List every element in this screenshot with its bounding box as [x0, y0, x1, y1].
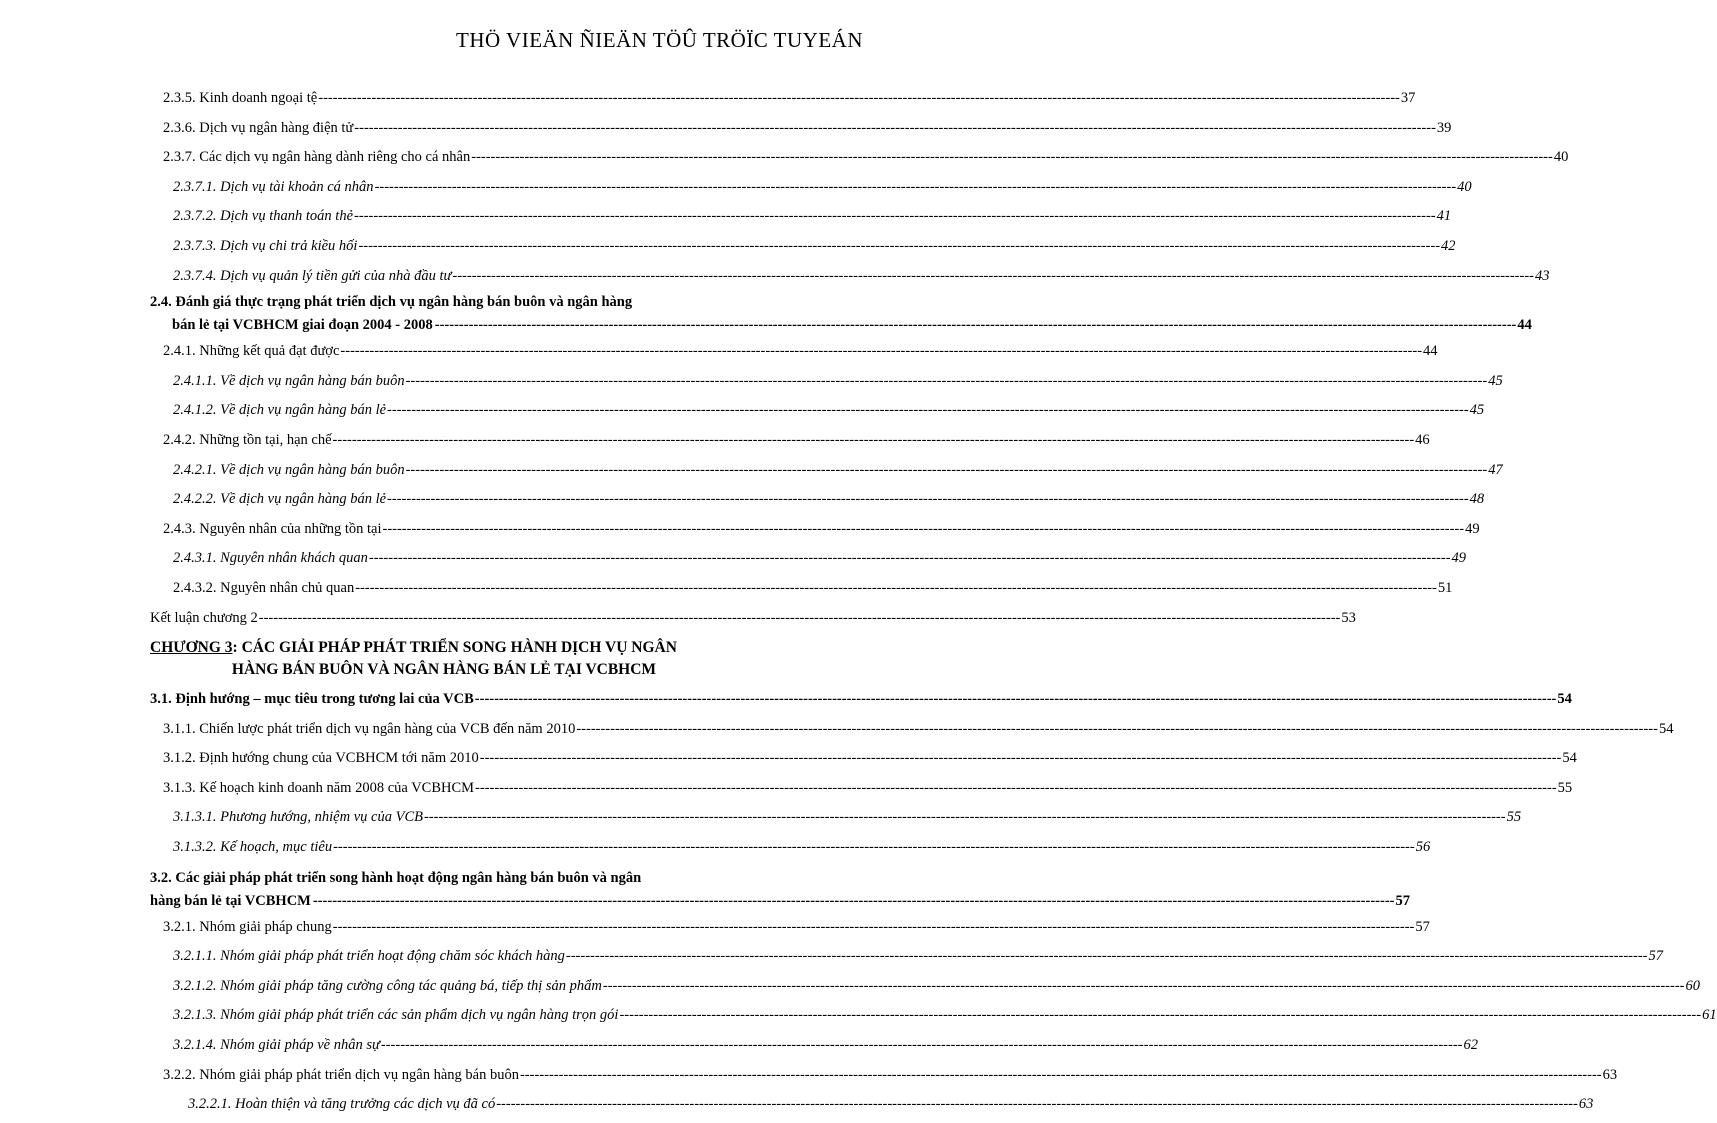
toc-entry-2-3-6[interactable]	[150, 114, 1452, 144]
toc-leader	[332, 913, 1415, 943]
toc-page: 63	[1602, 1066, 1618, 1083]
toc-entry-2-3-7-2[interactable]	[150, 202, 1452, 232]
toc-page: 54	[1658, 720, 1674, 737]
toc-leader	[353, 114, 1436, 144]
toc-label: 3.1.3.1. Phương hướng, nhiệm vụ của VCB	[173, 809, 423, 826]
toc-page: 45	[1488, 372, 1503, 389]
toc-label: 2.4.3.2. Nguyên nhân chủ quan	[173, 579, 355, 596]
toc-entry-2-4-2[interactable]	[150, 426, 1430, 456]
toc-page: 48	[1469, 491, 1485, 508]
toc-section-3-2[interactable]	[150, 867, 1410, 913]
toc-label: 2.4.1.1. Về dịch vụ ngân hàng bán buôn	[173, 372, 405, 389]
toc-label: 3.1.3.2. Kế hoạch, mục tiêu	[173, 839, 333, 856]
toc-leader	[386, 396, 1469, 426]
chapter-title: : CÁC GIẢI PHÁP PHÁT TRIỂN SONG HÀNH DỊCH VỤ NGÂN	[232, 639, 677, 657]
toc-label: 2.3.7.2. Dịch vụ thanh toán thẻ	[173, 208, 354, 225]
toc-leader	[470, 143, 1553, 173]
toc-leader	[258, 604, 1341, 634]
toc-page: 43	[1535, 267, 1550, 284]
toc-page: 57	[1395, 892, 1410, 909]
toc-entry-2-4-1[interactable]	[150, 337, 1438, 367]
toc-page: 49	[1451, 550, 1467, 567]
toc-entry-2-4-2-2[interactable]	[150, 485, 1485, 515]
toc-leader	[386, 485, 1469, 515]
toc-page: 56	[1415, 839, 1431, 856]
toc-page: 49	[1465, 520, 1480, 537]
toc-entry-2-3-5[interactable]	[150, 84, 1416, 114]
toc-leader	[474, 774, 1557, 804]
toc-entry-2-3-7[interactable]	[150, 143, 1569, 173]
toc-page: 45	[1469, 402, 1485, 419]
toc-label: 2.3.7. Các dịch vụ ngân hàng dành riêng cho cá nhân	[163, 149, 471, 166]
toc-leader	[575, 715, 1658, 745]
toc-page: 62	[1463, 1037, 1478, 1054]
toc-entry-2-4-2-1[interactable]	[150, 456, 1503, 486]
page-header: THÖ VIEÄN ÑIEÄN TÖÛ TRÖÏC TUYEÁN	[456, 28, 864, 52]
toc-label: 3.2.1.3. Nhóm giải pháp phát triển các sản phẩm dịch vụ ngân hàng trọn gói	[173, 1007, 619, 1024]
toc-section-title-cont: hàng bán lẻ tại VCBHCM	[150, 892, 311, 909]
toc-label: 3.1.2. Định hướng chung của VCBHCM tới năm 2010	[163, 750, 479, 767]
toc-label: 2.4.2. Những tồn tại, hạn chế	[163, 431, 332, 448]
toc-leader	[618, 1001, 1701, 1031]
toc-label: Kết luận chương 2	[150, 609, 258, 626]
toc-page: 44	[1517, 317, 1532, 334]
toc-leader	[368, 544, 1451, 574]
toc-page: 46	[1415, 431, 1430, 448]
toc-entry-3-2-1-1[interactable]	[150, 942, 1663, 972]
toc-leader	[479, 744, 1562, 774]
toc-entry-3-2-2[interactable]	[150, 1061, 1618, 1091]
toc-entry-3-1-3-2[interactable]	[150, 833, 1431, 863]
toc-page: 55	[1557, 779, 1573, 796]
toc-section-title: 3.2. Các giải pháp phát triển song hành hoạt động ngân hàng bán buôn và ngân	[150, 869, 642, 886]
toc-leader	[353, 202, 1436, 232]
toc-label: 3.2.1.4. Nhóm giải pháp về nhân sự	[173, 1037, 380, 1054]
toc-label: 2.3.5. Kinh doanh ngoại tệ	[163, 90, 318, 106]
toc-leader	[565, 942, 1648, 972]
toc-label: 3.2.1. Nhóm giải pháp chung	[163, 918, 332, 935]
table-of-contents	[150, 84, 1717, 1120]
toc-label: 2.4.3. Nguyên nhân của những tồn tại	[163, 520, 382, 537]
toc-section-title: 2.4. Đánh giá thực trạng phát triển dịch vụ ngân hàng bán buôn và ngân hàng	[150, 294, 633, 311]
toc-label: 3.1.1. Chiến lược phát triển dịch vụ ngân hàng của VCB đến năm 2010	[163, 720, 576, 737]
toc-entry-conclusion-ch2[interactable]	[150, 604, 1356, 634]
toc-section-2-4[interactable]	[150, 291, 1532, 337]
toc-leader	[332, 833, 1415, 863]
toc-label: 3.2.2.1. Hoàn thiện và tăng trưởng các dịch vụ đã có	[188, 1096, 496, 1113]
toc-label: 3.2.1.1. Nhóm giải pháp phát triển hoạt động chăm sóc khách hàng	[173, 948, 565, 965]
toc-page: 47	[1488, 461, 1503, 478]
toc-entry-3-1-3[interactable]	[150, 774, 1573, 804]
toc-label: 3.1. Định hướng – mục tiêu trong tương lai của VCB	[150, 691, 474, 708]
toc-entry-3-2-2-1[interactable]	[150, 1090, 1594, 1120]
toc-entry-3-2-1-2[interactable]	[150, 972, 1700, 1002]
toc-entry-3-2-1-4[interactable]	[150, 1031, 1478, 1061]
toc-entry-2-4-3[interactable]	[150, 515, 1480, 545]
toc-leader	[380, 1031, 1463, 1061]
toc-leader	[357, 232, 1440, 262]
toc-entry-2-3-7-4[interactable]	[150, 262, 1550, 292]
toc-page: 37	[1400, 90, 1416, 106]
toc-entry-3-1-3-1[interactable]	[150, 803, 1522, 833]
toc-page: 57	[1415, 918, 1430, 935]
chapter-number: CHƯƠNG 3	[150, 639, 233, 657]
toc-leader	[405, 456, 1488, 486]
toc-leader	[354, 574, 1437, 604]
toc-page: 55	[1506, 809, 1522, 826]
toc-page: 40	[1553, 149, 1569, 166]
toc-leader	[474, 685, 1557, 715]
toc-entry-2-3-7-1[interactable]	[150, 173, 1472, 203]
toc-leader	[495, 1090, 1578, 1120]
toc-leader	[332, 426, 1415, 456]
toc-entry-3-1-1[interactable]	[150, 715, 1674, 745]
toc-leader	[519, 1061, 1602, 1091]
toc-label: 2.4.3.1. Nguyên nhân khách quan	[173, 550, 368, 567]
chapter-title-cont: HÀNG BÁN BUÔN VÀ NGÂN HÀNG BÁN LẺ TẠI VCBHCM	[231, 661, 657, 679]
toc-leader	[374, 173, 1457, 203]
toc-label: 3.1.3. Kế hoạch kinh doanh năm 2008 của VCBHCM	[163, 779, 475, 796]
toc-leader	[405, 367, 1488, 397]
toc-label: 2.3.7.3. Dịch vụ chi trả kiều hối	[173, 237, 358, 254]
toc-label: 2.4.1.2. Về dịch vụ ngân hàng bán lẻ	[173, 402, 387, 419]
toc-page: 63	[1578, 1096, 1594, 1113]
toc-leader	[433, 313, 1517, 337]
toc-label: 2.4.2.1. Về dịch vụ ngân hàng bán buôn	[173, 461, 405, 478]
toc-page: 41	[1436, 208, 1452, 225]
toc-page: 57	[1648, 948, 1663, 965]
toc-label: 3.2.2. Nhóm giải pháp phát triển dịch vụ ngân hàng bán buôn	[163, 1066, 519, 1083]
toc-page: 61	[1702, 1007, 1717, 1024]
toc-label: 2.3.7.1. Dịch vụ tài khoản cá nhân	[173, 178, 374, 195]
toc-page: 60	[1685, 977, 1700, 994]
toc-entry-3-1[interactable]	[150, 685, 1572, 715]
toc-entry-3-2-1-3[interactable]	[150, 1001, 1717, 1031]
toc-leader	[339, 337, 1422, 367]
toc-label: 3.2.1.2. Nhóm giải pháp tăng cường công tác quảng bá, tiếp thị sản phẩm	[173, 977, 602, 994]
toc-page: 54	[1562, 750, 1577, 767]
toc-leader	[381, 515, 1464, 545]
toc-page: 51	[1437, 579, 1453, 596]
toc-entry-2-4-3-1[interactable]	[150, 544, 1467, 574]
toc-label: 2.4.1. Những kết quả đạt được	[163, 343, 340, 360]
toc-entry-2-3-7-3[interactable]	[150, 232, 1456, 262]
toc-page: 44	[1423, 343, 1438, 360]
toc-page: 42	[1441, 237, 1456, 254]
toc-entry-2-4-1-1[interactable]	[150, 367, 1503, 397]
toc-page: 39	[1436, 119, 1452, 136]
toc-label: 2.4.2.2. Về dịch vụ ngân hàng bán lẻ	[173, 491, 387, 508]
toc-page: 40	[1457, 178, 1472, 195]
toc-leader	[423, 803, 1506, 833]
toc-leader	[602, 972, 1685, 1002]
toc-section-title-cont: bán lẻ tại VCBHCM giai đoạn 2004 - 2008	[172, 317, 433, 334]
toc-page: 53	[1341, 609, 1356, 626]
toc-entry-3-2-1[interactable]	[150, 913, 1430, 943]
toc-entry-2-4-3-2[interactable]	[150, 574, 1453, 604]
toc-page: 54	[1557, 691, 1572, 708]
toc-entry-3-1-2[interactable]	[150, 744, 1577, 774]
toc-entry-2-4-1-2[interactable]	[150, 396, 1485, 426]
toc-label: 2.3.7.4. Dịch vụ quản lý tiền gửi của nhà đầu tư	[173, 267, 452, 284]
toc-leader	[451, 262, 1534, 292]
toc-label: 2.3.6. Dịch vụ ngân hàng điện tử	[163, 119, 354, 136]
toc-leader	[317, 84, 1400, 114]
toc-leader	[311, 889, 1395, 913]
chapter-3-heading[interactable]	[150, 637, 738, 681]
